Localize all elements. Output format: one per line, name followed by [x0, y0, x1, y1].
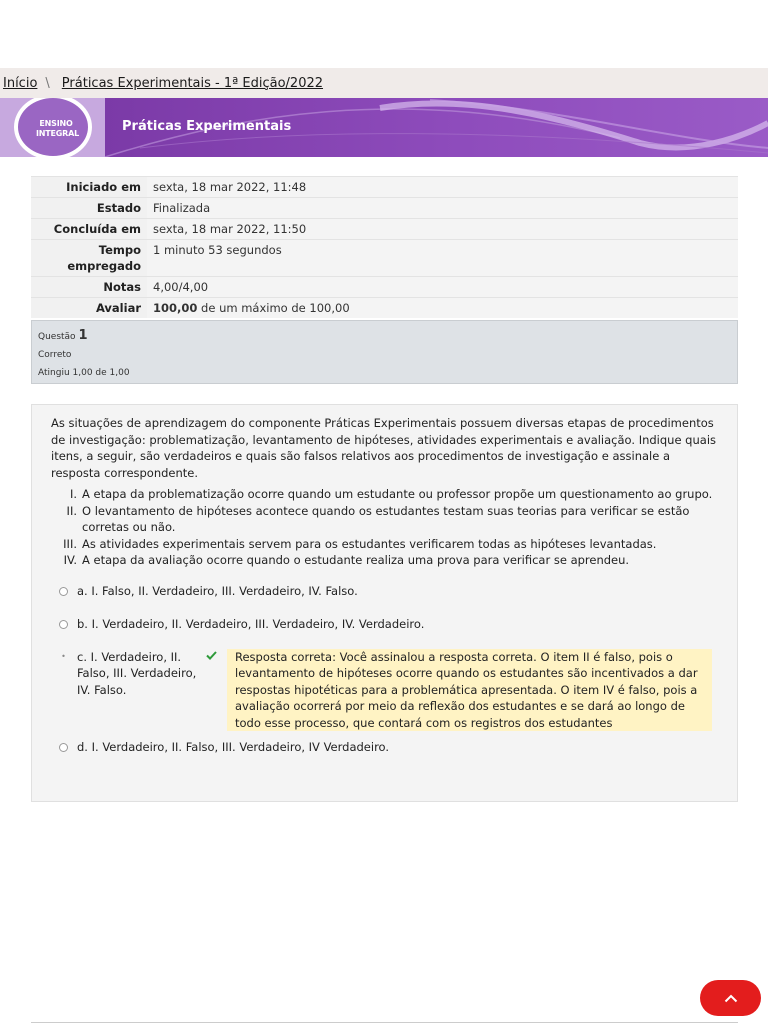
statement-text: O levantamento de hipóteses acontece quando os estudantes testam suas teorias para verificar se estão corretas ou não. — [82, 503, 690, 534]
summary-value: 1 minuto 53 segundos — [147, 240, 738, 277]
scroll-to-top-button[interactable] — [700, 980, 761, 1016]
feedback-correct: Resposta correta: Você assinalou a resposta correta. O item II é falso, pois o levantamento de hipóteses ocorre quando os estudantes são incentivados a dar respostas hipotéticas para a problemática apresentada. O item IV é falso, pois a avaliação ocorrerá por meio da reflexão dos estudantes e se dará ao longo de todo esse processo, que contará com os registros dos estudantes — [227, 649, 712, 732]
statement-item — [51, 536, 718, 553]
statement-number: IV. — [63, 553, 77, 567]
summary-value: Finalizada — [147, 198, 738, 219]
breadcrumb-separator: \ — [45, 75, 50, 91]
statement-text: A etapa da avaliação ocorre quando o estudante realiza uma prova para verificar se aprendeu. — [82, 553, 630, 567]
answer-label-c: c. I. Verdadeiro, II. Falso, III. Verdadeiro, IV. Falso. — [77, 649, 197, 697]
question-label: Questão — [38, 332, 76, 342]
statement-text: A etapa da problematização ocorre quando um estudante ou professor propõe um questionamento ao grupo. — [82, 487, 713, 501]
summary-row — [31, 298, 738, 319]
answer-option-a[interactable] — [51, 583, 718, 600]
statement-number: I. — [69, 487, 77, 501]
footer-divider — [31, 1022, 738, 1023]
breadcrumb-course-link[interactable]: Práticas Experimentais - 1ª Edição/2022 — [61, 75, 324, 91]
answer-option-b[interactable] — [51, 616, 718, 633]
answer-option-d[interactable] — [51, 739, 718, 756]
answer-label-a: a. I. Falso, II. Verdadeiro, III. Verdadeiro, IV. Falso. — [77, 583, 358, 598]
question-grade: Atingiu 1,00 de 1,00 — [38, 368, 130, 378]
course-banner — [0, 98, 768, 157]
summary-row — [31, 198, 738, 219]
answer-option-c[interactable] — [51, 649, 718, 732]
summary-row — [31, 277, 738, 298]
breadcrumb-home-link[interactable]: Início — [3, 75, 38, 91]
summary-label: Notas — [31, 277, 147, 298]
question-number: 1 — [78, 328, 88, 343]
summary-row — [31, 219, 738, 240]
banner-decoration — [0, 98, 768, 157]
banner-title: Práticas Experimentais — [122, 119, 292, 134]
logo-line2: INTEGRAL — [36, 129, 80, 138]
statement-item — [51, 486, 718, 503]
logo-line1: ENSINO — [39, 119, 73, 128]
logo-text — [36, 119, 80, 139]
question-text: As situações de aprendizagem do componente Práticas Experimentais possuem diversas etapas de procedimentos de investigação: problematização, levantamento de hipóteses, atividades experimentais e avaliação. Indique quais itens, a seguir, são verdadeiros e quais são falsos relativos aos procedimentos de investigação e assinale a resposta correspondente. — [51, 416, 717, 480]
statement-item — [51, 552, 718, 569]
statement-item — [51, 503, 718, 536]
summary-row — [31, 240, 738, 277]
grade-value: 100,00 — [153, 301, 198, 315]
summary-label: Tempo empregado — [31, 240, 147, 277]
radio-button-b[interactable] — [59, 620, 68, 629]
question-status: Correto — [38, 350, 72, 360]
answer-label-d: d. I. Verdadeiro, II. Falso, III. Verdadeiro, IV Verdadeiro. — [77, 740, 390, 754]
grade-max: de um máximo de 100,00 — [197, 301, 350, 315]
check-icon — [201, 649, 221, 666]
breadcrumb — [0, 68, 768, 98]
radio-button-d[interactable] — [59, 743, 68, 752]
statement-list — [51, 486, 718, 569]
summary-value: 4,00/4,00 — [147, 277, 738, 298]
chevron-up-icon — [724, 991, 738, 1006]
question-content — [31, 404, 738, 802]
selected-bullet: • — [61, 651, 66, 661]
summary-label: Concluída em — [31, 219, 147, 240]
summary-row — [31, 177, 738, 198]
question-info — [31, 320, 738, 384]
summary-label: Avaliar — [31, 298, 147, 319]
summary-value: sexta, 18 mar 2022, 11:50 — [147, 219, 738, 240]
summary-label: Estado — [31, 198, 147, 219]
summary-label: Iniciado em — [31, 177, 147, 198]
attempt-summary-table — [31, 176, 738, 318]
radio-button-a[interactable] — [59, 587, 68, 596]
summary-value — [147, 298, 738, 319]
answer-options — [51, 583, 718, 756]
statement-number: II. — [66, 503, 77, 518]
answer-label-b: b. I. Verdadeiro, II. Verdadeiro, III. Verdadeiro, IV. Verdadeiro. — [77, 617, 425, 631]
statement-number: III. — [63, 536, 77, 551]
statement-text: As atividades experimentais servem para os estudantes verificarem todas as hipóteses levantadas. — [82, 536, 657, 551]
summary-value: sexta, 18 mar 2022, 11:48 — [147, 177, 738, 198]
